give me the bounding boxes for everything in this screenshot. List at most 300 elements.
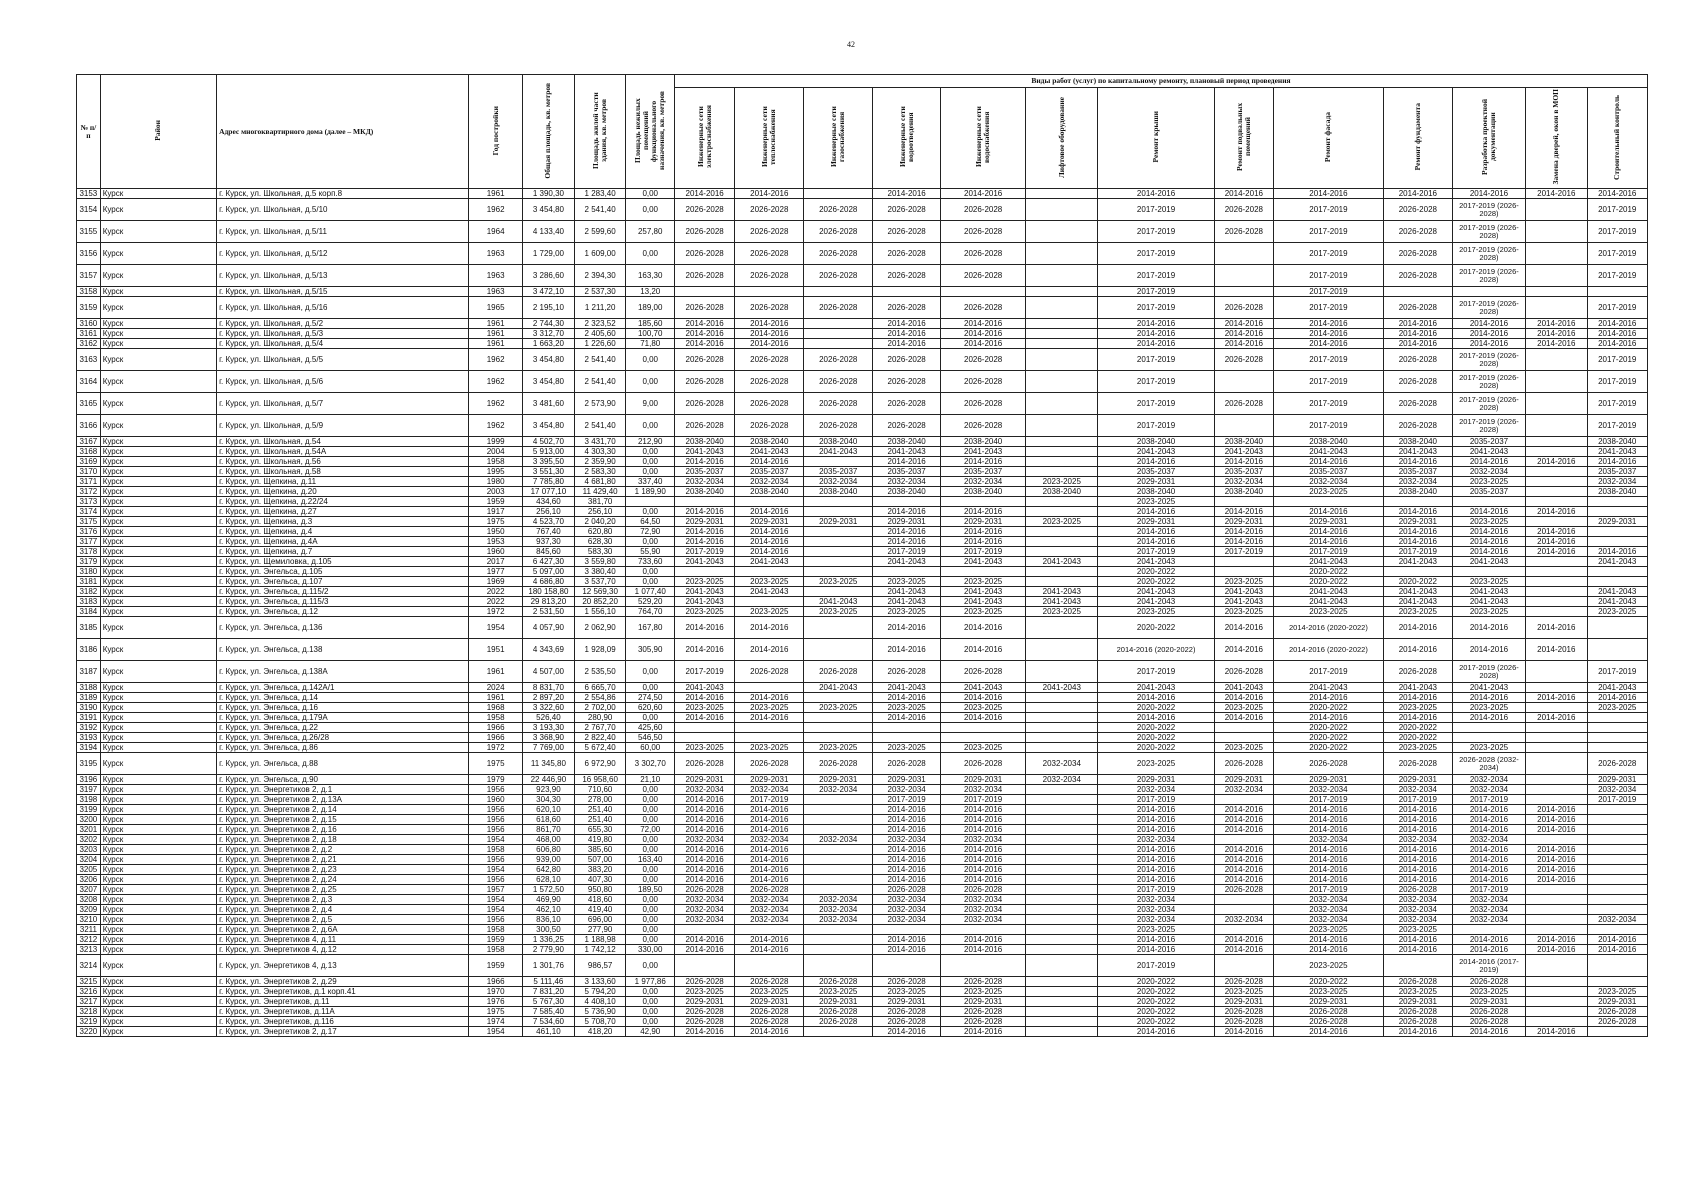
district-cell: Курск: [100, 597, 216, 607]
work-period-cell: [941, 925, 1026, 935]
work-period-cell: 2014-2016: [1452, 865, 1525, 875]
work-period-cell: 2041-2043: [1098, 587, 1214, 597]
work-period-cell: 2017-2019: [1273, 393, 1383, 415]
work-period-cell: 2014-2016: [735, 507, 804, 517]
work-period-cell: 2026-2028: [873, 885, 941, 895]
work-period-cell: [735, 955, 804, 977]
work-period-cell: 2014-2016: [1526, 639, 1587, 661]
work-period-cell: 2014-2016: [1587, 329, 1648, 339]
living-area-cell: 2 062,90: [574, 617, 626, 639]
work-period-cell: 2026-2028: [735, 1017, 804, 1027]
work-period-cell: 2017-2019: [1098, 661, 1214, 683]
work-period-cell: [941, 733, 1026, 743]
header-work-type: Ремонт фасада: [1273, 88, 1383, 189]
build-year-cell: 1959: [469, 955, 523, 977]
work-period-cell: 2014-2016: [1214, 329, 1273, 339]
table-row: [77, 805, 1648, 815]
work-period-cell: [674, 723, 734, 733]
living-area-cell: 407,30: [574, 875, 626, 885]
work-period-cell: 2032-2034: [1587, 477, 1648, 487]
work-period-cell: [1214, 567, 1273, 577]
work-period-cell: 2038-2040: [1098, 437, 1214, 447]
row-number-cell: 3176: [77, 527, 101, 537]
work-period-cell: 2026-2028: [674, 349, 734, 371]
table-row: [77, 693, 1648, 703]
work-period-cell: [1214, 415, 1273, 437]
work-period-cell: 2017-2019: [1098, 547, 1214, 557]
work-period-cell: [1026, 1017, 1098, 1027]
work-period-cell: [1026, 639, 1098, 661]
work-period-cell: 2014-2016: [1526, 329, 1587, 339]
row-number-cell: 3167: [77, 437, 101, 447]
work-period-cell: 2041-2043: [941, 683, 1026, 693]
work-period-cell: 2017-2019: [674, 547, 734, 557]
district-cell: Курск: [100, 467, 216, 477]
living-area-cell: 419,80: [574, 835, 626, 845]
work-period-cell: [1526, 577, 1587, 587]
work-period-cell: [1587, 567, 1648, 577]
total-area-cell: 2 897,20: [523, 693, 575, 703]
work-period-cell: 2026-2028: [1214, 199, 1273, 221]
work-period-cell: 2026-2028: [804, 199, 873, 221]
work-period-cell: 2014-2016: [674, 527, 734, 537]
work-period-cell: 2017-2019: [1587, 199, 1648, 221]
row-number-cell: 3182: [77, 587, 101, 597]
work-period-cell: 2014-2016: [1526, 945, 1587, 955]
work-period-cell: [1526, 597, 1587, 607]
work-period-cell: 2032-2034: [1273, 785, 1383, 795]
header-work-type: Лифтовое оборудование: [1026, 88, 1098, 189]
work-period-cell: [941, 287, 1026, 297]
work-period-cell: 2014-2016: [873, 537, 941, 547]
work-period-cell: [1452, 733, 1525, 743]
total-area-cell: 7 785,80: [523, 477, 575, 487]
address-cell: г. Курск, ул. Школьная, д.54: [217, 437, 469, 447]
nonliving-area-cell: 257,80: [626, 221, 674, 243]
work-period-cell: 2014-2016: [1452, 639, 1525, 661]
work-period-cell: 2014-2016: [1098, 875, 1214, 885]
nonliving-area-cell: 0,00: [626, 987, 674, 997]
work-period-cell: 2014-2016: [1383, 507, 1452, 517]
work-period-cell: 2014-2016: [735, 537, 804, 547]
work-period-cell: 2014-2016: [941, 339, 1026, 349]
row-number-cell: 3174: [77, 507, 101, 517]
work-period-cell: [1526, 467, 1587, 477]
district-cell: Курск: [100, 477, 216, 487]
nonliving-area-cell: 9,00: [626, 393, 674, 415]
table-row: [77, 885, 1648, 895]
work-period-cell: 2017-2019 (2026-2028): [1452, 199, 1525, 221]
work-period-cell: 2014-2016: [1452, 457, 1525, 467]
table-row: [77, 243, 1648, 265]
work-period-cell: 2017-2019 (2026-2028): [1452, 393, 1525, 415]
build-year-cell: 1917: [469, 507, 523, 517]
header-work-type: Ремонт подвальных помещений: [1214, 88, 1273, 189]
nonliving-area-cell: 100,70: [626, 329, 674, 339]
district-cell: Курск: [100, 537, 216, 547]
work-period-cell: [1026, 935, 1098, 945]
living-area-cell: 6 665,70: [574, 683, 626, 693]
work-period-cell: [1526, 885, 1587, 895]
work-period-cell: 2032-2034: [873, 785, 941, 795]
work-period-cell: 2014-2016: [1526, 339, 1587, 349]
work-period-cell: 2014-2016: [873, 825, 941, 835]
address-cell: г. Курск, ул. Энгельса, д.26/28: [217, 733, 469, 743]
work-period-cell: 2020-2022: [1273, 723, 1383, 733]
build-year-cell: 2022: [469, 597, 523, 607]
work-period-cell: [1587, 815, 1648, 825]
work-period-cell: 2014-2016: [1098, 845, 1214, 855]
work-period-cell: 2026-2028: [735, 977, 804, 987]
build-year-cell: 1950: [469, 527, 523, 537]
work-period-cell: 2017-2019: [1098, 415, 1214, 437]
work-period-cell: 2023-2025: [941, 703, 1026, 713]
work-period-cell: 2014-2016: [1214, 855, 1273, 865]
nonliving-area-cell: 72,00: [626, 825, 674, 835]
work-period-cell: 2029-2031: [941, 775, 1026, 785]
work-period-cell: [1452, 925, 1525, 935]
address-cell: г. Курск, ул. Энгельса, д.105: [217, 567, 469, 577]
living-area-cell: 277,90: [574, 925, 626, 935]
work-period-cell: [1587, 639, 1648, 661]
nonliving-area-cell: 305,90: [626, 639, 674, 661]
district-cell: Курск: [100, 693, 216, 703]
work-period-cell: 2014-2016: [873, 639, 941, 661]
work-period-cell: [735, 925, 804, 935]
work-period-cell: 2017-2019: [1098, 287, 1214, 297]
work-period-cell: 2014-2016: [1383, 945, 1452, 955]
district-cell: Курск: [100, 795, 216, 805]
row-number-cell: 3205: [77, 865, 101, 875]
work-period-cell: 2029-2031: [674, 775, 734, 785]
work-period-cell: 2014-2016: [674, 639, 734, 661]
work-period-cell: 2026-2028: [804, 661, 873, 683]
work-period-cell: [1526, 1017, 1587, 1027]
work-period-cell: [1214, 905, 1273, 915]
total-area-cell: 3 454,80: [523, 349, 575, 371]
district-cell: Курск: [100, 577, 216, 587]
work-period-cell: 2032-2034: [1273, 905, 1383, 915]
work-period-cell: 2023-2025: [1383, 987, 1452, 997]
work-period-cell: 2014-2016: [1273, 527, 1383, 537]
address-cell: г. Курск, ул. Энгельса, д.22: [217, 723, 469, 733]
nonliving-area-cell: 0,00: [626, 243, 674, 265]
build-year-cell: 1959: [469, 935, 523, 945]
address-cell: г. Курск, ул. Щепкина, д.3: [217, 517, 469, 527]
work-period-cell: 2041-2043: [873, 557, 941, 567]
work-period-cell: 2032-2034: [1383, 835, 1452, 845]
address-cell: г. Курск, ул. Щепкина, д.11: [217, 477, 469, 487]
work-period-cell: [1526, 785, 1587, 795]
table-row: [77, 785, 1648, 795]
work-period-cell: 2014-2016: [1273, 339, 1383, 349]
address-cell: г. Курск, ул. Энергетиков 2, д.1: [217, 785, 469, 795]
work-period-cell: 2026-2028: [735, 393, 804, 415]
work-period-cell: 2023-2025: [1098, 753, 1214, 775]
work-period-cell: 2017-2019: [1098, 349, 1214, 371]
build-year-cell: 1965: [469, 297, 523, 319]
work-period-cell: 2023-2025: [941, 607, 1026, 617]
work-period-cell: 2026-2028: [941, 199, 1026, 221]
work-period-cell: 2014-2016: [674, 713, 734, 723]
work-period-cell: 2014-2016: [735, 457, 804, 467]
work-period-cell: 2014-2016: [1383, 189, 1452, 199]
row-number-cell: 3183: [77, 597, 101, 607]
build-year-cell: 1963: [469, 243, 523, 265]
work-period-cell: [1026, 243, 1098, 265]
work-period-cell: 2014-2016: [1587, 339, 1648, 349]
living-area-cell: 583,30: [574, 547, 626, 557]
work-period-cell: 2014-2016: [674, 935, 734, 945]
work-period-cell: 2020-2022: [1098, 703, 1214, 713]
work-period-cell: 2026-2028: [1273, 1007, 1383, 1017]
nonliving-area-cell: 72,90: [626, 527, 674, 537]
work-period-cell: 2017-2019: [1273, 547, 1383, 557]
work-period-cell: 2026-2028: [1214, 1017, 1273, 1027]
work-period-cell: 2020-2022: [1098, 577, 1214, 587]
table-row: [77, 733, 1648, 743]
work-period-cell: 2014-2016: [1452, 935, 1525, 945]
work-period-cell: 2032-2034: [1273, 915, 1383, 925]
work-period-cell: 2014-2016: [941, 855, 1026, 865]
total-area-cell: 180 158,80: [523, 587, 575, 597]
work-period-cell: 2014-2016: [1273, 945, 1383, 955]
work-period-cell: 2032-2034: [1214, 915, 1273, 925]
living-area-cell: 2 599,60: [574, 221, 626, 243]
work-period-cell: 2023-2025: [1273, 955, 1383, 977]
work-period-cell: [1383, 287, 1452, 297]
work-period-cell: 2041-2043: [1383, 447, 1452, 457]
work-period-cell: [804, 587, 873, 597]
work-period-cell: 2014-2016: [735, 639, 804, 661]
address-cell: г. Курск, ул. Школьная, д.5/2: [217, 319, 469, 329]
total-area-cell: 7 769,00: [523, 743, 575, 753]
work-period-cell: 2017-2019: [1587, 297, 1648, 319]
address-cell: г. Курск, ул. Энергетиков 2, д.23: [217, 865, 469, 875]
work-period-cell: 2041-2043: [804, 447, 873, 457]
work-period-cell: [804, 945, 873, 955]
work-period-cell: 2014-2016: [873, 617, 941, 639]
table-row: [77, 997, 1648, 1007]
row-number-cell: 3162: [77, 339, 101, 349]
work-period-cell: 2032-2034: [941, 905, 1026, 915]
work-period-cell: 2014-2016: [873, 935, 941, 945]
work-period-cell: 2026-2028: [674, 243, 734, 265]
address-cell: г. Курск, ул. Щемиловка, д.105: [217, 557, 469, 567]
work-period-cell: 2014-2016: [1526, 875, 1587, 885]
work-period-cell: 2017-2019: [1098, 297, 1214, 319]
row-number-cell: 3155: [77, 221, 101, 243]
work-period-cell: 2032-2034: [674, 895, 734, 905]
living-area-cell: 3 537,70: [574, 577, 626, 587]
work-period-cell: 2014-2016: [1526, 855, 1587, 865]
row-number-cell: 3177: [77, 537, 101, 547]
work-period-cell: [873, 497, 941, 507]
work-period-cell: [1526, 447, 1587, 457]
work-period-cell: [804, 537, 873, 547]
build-year-cell: 1956: [469, 915, 523, 925]
header-work-type: Строительный контроль: [1587, 88, 1648, 189]
address-cell: г. Курск, ул. Энгельса, д.16: [217, 703, 469, 713]
table-row: [77, 855, 1648, 865]
table-row: [77, 955, 1648, 977]
work-period-cell: 2032-2034: [804, 477, 873, 487]
row-number-cell: 3200: [77, 815, 101, 825]
work-period-cell: 2041-2043: [1383, 597, 1452, 607]
work-period-cell: [804, 815, 873, 825]
work-period-cell: [804, 935, 873, 945]
work-period-cell: 2026-2028: [674, 297, 734, 319]
row-number-cell: 3195: [77, 753, 101, 775]
row-number-cell: 3180: [77, 567, 101, 577]
work-period-cell: 2014-2016: [1098, 865, 1214, 875]
work-period-cell: 2014-2016: [873, 507, 941, 517]
work-period-cell: [804, 329, 873, 339]
district-cell: Курск: [100, 815, 216, 825]
work-period-cell: [804, 885, 873, 895]
address-cell: г. Курск, ул. Школьная, д.58: [217, 467, 469, 477]
work-period-cell: 2014-2016: [674, 329, 734, 339]
living-area-cell: 2 541,40: [574, 371, 626, 393]
work-period-cell: 2020-2022: [1273, 577, 1383, 587]
work-period-cell: 2032-2034: [1098, 785, 1214, 795]
work-period-cell: 2035-2037: [873, 467, 941, 477]
work-period-cell: [1526, 915, 1587, 925]
work-period-cell: 2014-2016: [674, 845, 734, 855]
work-period-cell: 2029-2031: [735, 517, 804, 527]
work-period-cell: 2020-2022: [1273, 703, 1383, 713]
nonliving-area-cell: 546,50: [626, 733, 674, 743]
address-cell: г. Курск, ул. Энергетиков 2, д.6А: [217, 925, 469, 935]
work-period-cell: [804, 825, 873, 835]
work-period-cell: 2041-2043: [735, 587, 804, 597]
work-period-cell: 2017-2019 (2026-2028): [1452, 297, 1525, 319]
work-period-cell: 2038-2040: [1587, 487, 1648, 497]
nonliving-area-cell: 21,10: [626, 775, 674, 785]
living-area-cell: 3 559,80: [574, 557, 626, 567]
table-row: [77, 199, 1648, 221]
work-period-cell: 2014-2016: [941, 865, 1026, 875]
row-number-cell: 3213: [77, 945, 101, 955]
work-period-cell: 2032-2034: [674, 905, 734, 915]
work-period-cell: 2026-2028: [735, 661, 804, 683]
work-period-cell: 2014-2016: [1452, 875, 1525, 885]
build-year-cell: 1963: [469, 265, 523, 287]
work-period-cell: 2023-2025: [1273, 487, 1383, 497]
work-period-cell: [1026, 855, 1098, 865]
living-area-cell: 418,60: [574, 895, 626, 905]
work-period-cell: 2041-2043: [674, 447, 734, 457]
total-area-cell: 4 686,80: [523, 577, 575, 587]
work-period-cell: 2038-2040: [674, 487, 734, 497]
work-period-cell: 2014-2016: [1383, 855, 1452, 865]
work-period-cell: 2029-2031: [873, 997, 941, 1007]
district-cell: Курск: [100, 875, 216, 885]
work-period-cell: 2014-2016: [1383, 815, 1452, 825]
work-period-cell: 2017-2019: [1098, 199, 1214, 221]
table-row: [77, 557, 1648, 567]
work-period-cell: 2017-2019 (2026-2028): [1452, 265, 1525, 287]
work-period-cell: 2023-2025: [941, 987, 1026, 997]
work-period-cell: 2017-2019: [1273, 265, 1383, 287]
living-area-cell: 419,40: [574, 905, 626, 915]
work-period-cell: 2014-2016: [1098, 319, 1214, 329]
work-period-cell: 2038-2040: [941, 487, 1026, 497]
work-period-cell: [1026, 339, 1098, 349]
total-area-cell: 29 813,20: [523, 597, 575, 607]
work-period-cell: 2017-2019: [1098, 371, 1214, 393]
work-period-cell: 2026-2028: [1214, 977, 1273, 987]
work-period-cell: 2041-2043: [1273, 557, 1383, 567]
work-period-cell: [1026, 467, 1098, 477]
work-period-cell: 2038-2040: [735, 487, 804, 497]
work-period-cell: [804, 527, 873, 537]
row-number-cell: 3153: [77, 189, 101, 199]
work-period-cell: 2017-2019: [1098, 221, 1214, 243]
work-period-cell: 2014-2016: [1383, 457, 1452, 467]
work-period-cell: 2014-2016: [735, 713, 804, 723]
work-period-cell: 2014-2016: [1214, 845, 1273, 855]
work-period-cell: 2014-2016: [1452, 329, 1525, 339]
work-period-cell: [1526, 661, 1587, 683]
work-period-cell: [1273, 497, 1383, 507]
work-period-cell: 2014-2016: [873, 1027, 941, 1037]
work-period-cell: 2029-2031: [873, 775, 941, 785]
work-period-cell: 2014-2016: [1273, 457, 1383, 467]
address-cell: г. Курск, ул. Энергетиков 2, д.2: [217, 845, 469, 855]
living-area-cell: 3 431,70: [574, 437, 626, 447]
total-area-cell: 845,60: [523, 547, 575, 557]
work-period-cell: 2023-2025: [1383, 925, 1452, 935]
work-period-cell: 2041-2043: [1383, 587, 1452, 597]
work-period-cell: 2014-2016: [674, 693, 734, 703]
table-row: [77, 607, 1648, 617]
work-period-cell: [1383, 567, 1452, 577]
work-period-cell: [1526, 349, 1587, 371]
work-period-cell: [1026, 189, 1098, 199]
work-period-cell: 2032-2034: [674, 477, 734, 487]
work-period-cell: 2023-2025: [1452, 607, 1525, 617]
build-year-cell: 1961: [469, 661, 523, 683]
work-period-cell: [1587, 955, 1648, 977]
district-cell: Курск: [100, 987, 216, 997]
work-period-cell: 2026-2028: [941, 661, 1026, 683]
nonliving-area-cell: 0,00: [626, 467, 674, 477]
build-year-cell: 1954: [469, 895, 523, 905]
work-period-cell: 2032-2034: [941, 835, 1026, 845]
work-period-cell: [1026, 415, 1098, 437]
district-cell: Курск: [100, 447, 216, 457]
total-area-cell: 3 454,80: [523, 371, 575, 393]
work-period-cell: 2014-2016: [941, 639, 1026, 661]
work-period-cell: 2041-2043: [1098, 683, 1214, 693]
nonliving-area-cell: 620,60: [626, 703, 674, 713]
work-period-cell: 2041-2043: [674, 557, 734, 567]
living-area-cell: 1 928,09: [574, 639, 626, 661]
total-area-cell: 3 395,50: [523, 457, 575, 467]
table-row: [77, 537, 1648, 547]
work-period-cell: 2014-2016: [1526, 319, 1587, 329]
work-period-cell: 2014-2016: [873, 319, 941, 329]
living-area-cell: 710,60: [574, 785, 626, 795]
work-period-cell: 2014-2016: [1452, 713, 1525, 723]
work-period-cell: 2014-2016: [1098, 527, 1214, 537]
work-period-cell: [1587, 925, 1648, 935]
address-cell: г. Курск, ул. Энергетиков 2, д.5: [217, 915, 469, 925]
work-period-cell: [941, 723, 1026, 733]
work-period-cell: 2023-2025: [1273, 987, 1383, 997]
work-period-cell: [1526, 477, 1587, 487]
